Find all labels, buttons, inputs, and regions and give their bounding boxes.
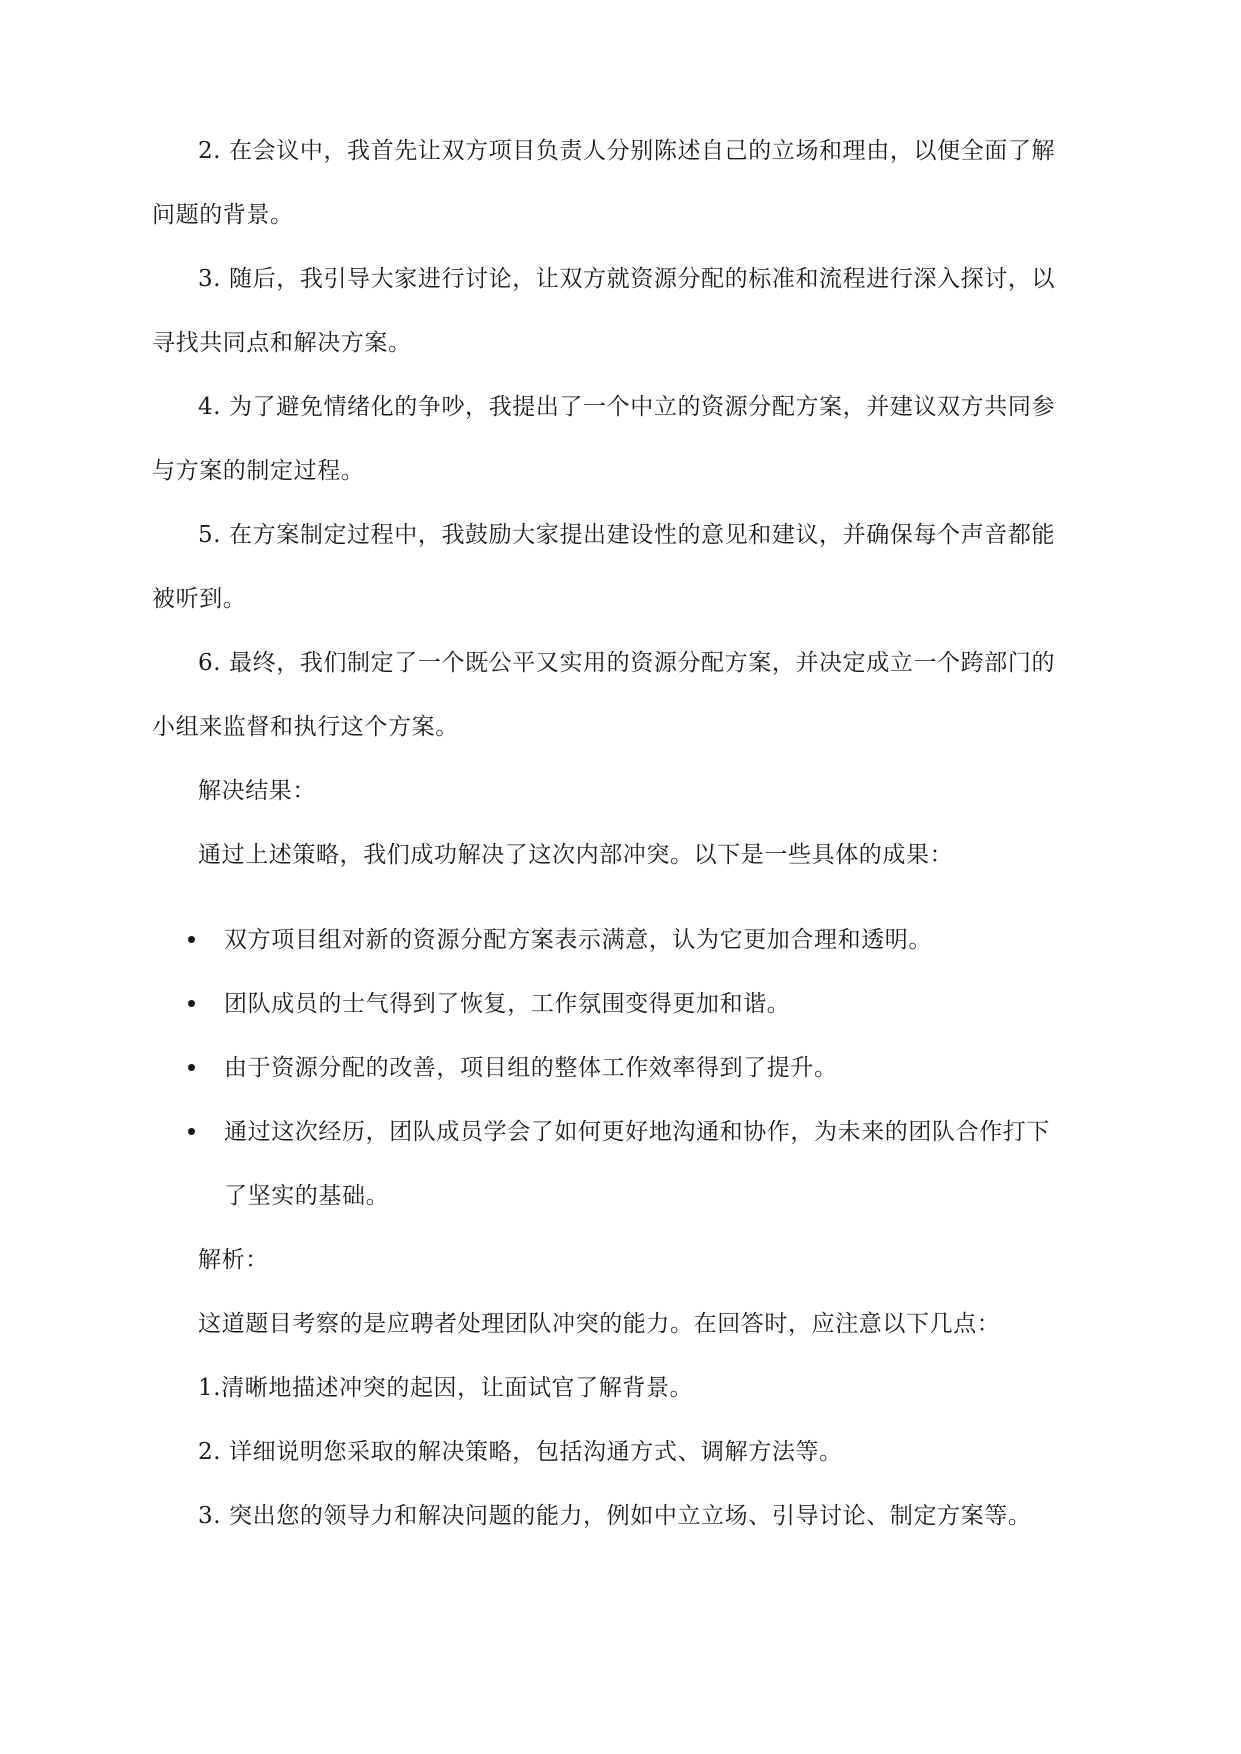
paragraph-4-line-1: 4. 为了避免情绪化的争吵，我提出了一个中立的资源分配方案，并建议双方共同参 — [198, 394, 1056, 420]
analysis-heading: 解析： — [198, 1247, 269, 1273]
paragraph-3-line-1: 3. 随后，我引导大家进行讨论，让双方就资源分配的标准和流程进行深入探讨，以 — [198, 266, 1056, 292]
analysis-point-1: 1.清晰地描述冲突的起因，让面试官了解背景。 — [198, 1375, 694, 1401]
paragraph-2-line-1: 2. 在会议中，我首先让双方项目负责人分别陈述自己的立场和理由，以便全面了解 — [198, 138, 1056, 164]
result-heading: 解决结果： — [198, 778, 316, 804]
bullet-item-3: 由于资源分配的改善，项目组的整体工作效率得到了提升。 — [224, 1055, 838, 1081]
paragraph-4-line-2: 与方案的制定过程。 — [152, 458, 365, 484]
bullet-item-2: 团队成员的士气得到了恢复，工作氛围变得更加和谐。 — [224, 991, 791, 1017]
bullet-item-4-line-1: 通过这次经历，团队成员学会了如何更好地沟通和协作，为未来的团队合作打下 — [224, 1119, 1050, 1145]
paragraph-3-line-2: 寻找共同点和解决方案。 — [152, 330, 412, 356]
paragraph-5-line-1: 5. 在方案制定过程中，我鼓励大家提出建设性的意见和建议，并确保每个声音都能 — [198, 522, 1056, 548]
bullet-item-4-line-2: 了坚实的基础。 — [224, 1183, 390, 1209]
analysis-point-3: 3. 突出您的领导力和解决问题的能力，例如中立立场、引导讨论、制定方案等。 — [198, 1503, 1032, 1529]
paragraph-5-line-2: 被听到。 — [152, 586, 247, 612]
result-intro: 通过上述策略，我们成功解决了这次内部冲突。以下是一些具体的成果： — [198, 842, 954, 868]
analysis-point-2: 2. 详细说明您采取的解决策略，包括沟通方式、调解方法等。 — [198, 1439, 843, 1465]
bullet-dot-icon — [188, 1000, 195, 1007]
paragraph-2-line-2: 问题的背景。 — [152, 202, 294, 228]
paragraph-6-line-1: 6. 最终，我们制定了一个既公平又实用的资源分配方案，并决定成立一个跨部门的 — [198, 650, 1056, 676]
paragraph-6-line-2: 小组来监督和执行这个方案。 — [152, 714, 459, 740]
analysis-intro: 这道题目考察的是应聘者处理团队冲突的能力。在回答时，应注意以下几点： — [198, 1311, 1001, 1337]
bullet-dot-icon — [188, 1064, 195, 1071]
bullet-dot-icon — [188, 1128, 195, 1135]
bullet-dot-icon — [188, 936, 195, 943]
bullet-item-1: 双方项目组对新的资源分配方案表示满意，认为它更加合理和透明。 — [224, 927, 932, 953]
